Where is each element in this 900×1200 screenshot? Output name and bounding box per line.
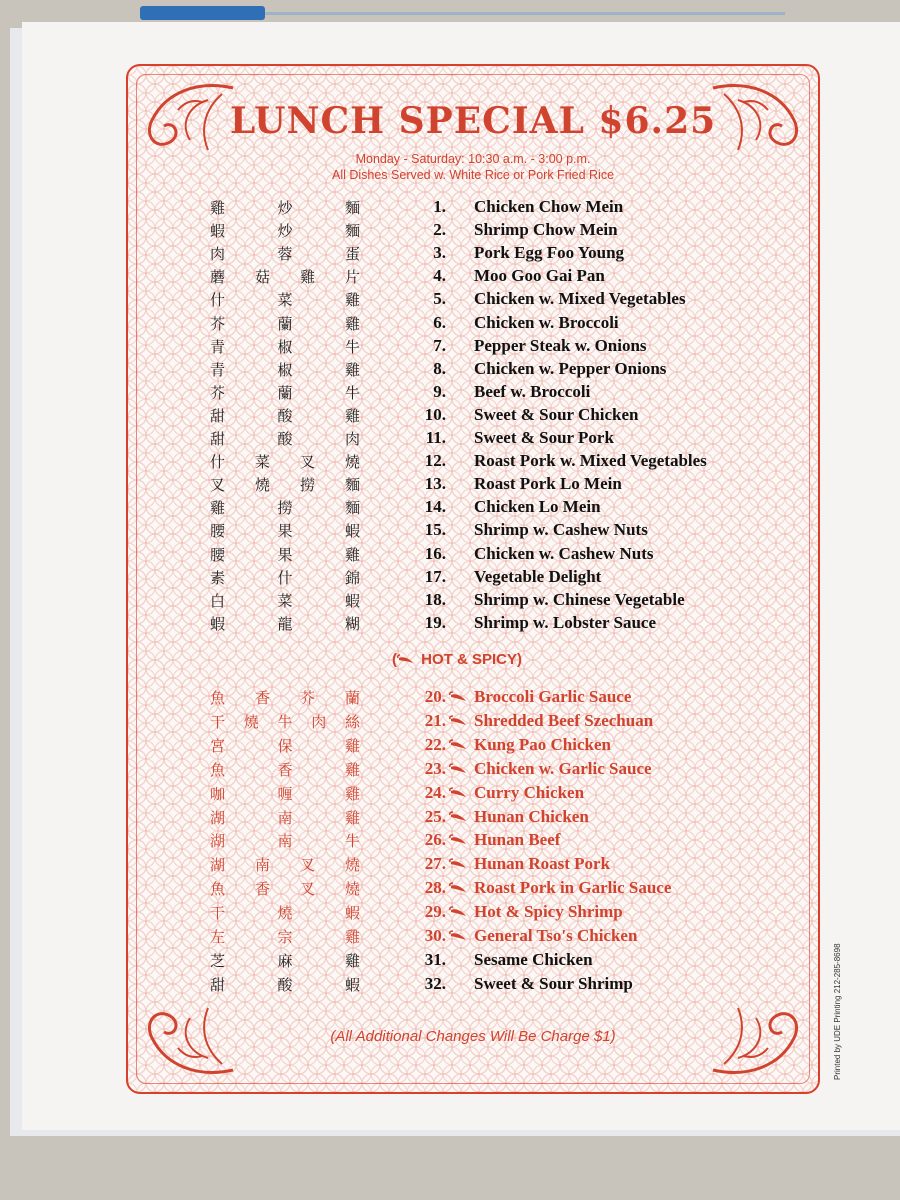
item-number: 3.	[433, 243, 446, 263]
pen-object	[140, 6, 265, 20]
chinese-character: 糊	[344, 614, 360, 633]
chinese-character: 蘭	[344, 689, 360, 707]
chinese-character: 燒	[344, 453, 360, 472]
chili-pepper-icon	[448, 929, 468, 943]
chinese-name	[210, 474, 360, 495]
item-name: Roast Pork Lo Mein	[474, 474, 622, 494]
chinese-character: 蝦	[210, 222, 226, 241]
menu-item-row	[128, 902, 818, 926]
item-name: Pepper Steak w. Onions	[474, 335, 647, 355]
chili-pepper-icon	[448, 786, 468, 800]
chinese-character: 酸	[277, 406, 293, 425]
menu-item-row	[128, 687, 818, 711]
item-name: Hunan Roast Pork	[474, 854, 611, 874]
chili-pepper-icon	[448, 738, 468, 752]
chinese-character: 菜	[277, 291, 293, 310]
item-number: 1.	[433, 197, 446, 216]
chinese-character: 蘭	[277, 383, 293, 402]
hours-text: Monday - Saturday: 10:30 a.m. - 3:00 p.m.	[355, 152, 591, 166]
chinese-character: 叉	[299, 856, 315, 875]
chinese-character: 腰	[210, 545, 226, 564]
chinese-character: 龍	[277, 614, 293, 633]
chinese-character: 喱	[277, 784, 293, 803]
chinese-character: 雞	[344, 406, 360, 425]
item-name: Sweet & Sour Pork	[474, 428, 614, 447]
menu-item-row	[128, 590, 818, 614]
item-number: 28.	[424, 878, 446, 898]
chinese-name	[210, 451, 360, 472]
chinese-name	[210, 878, 360, 899]
chili-pepper-icon	[448, 833, 468, 847]
chinese-character: 麵	[344, 222, 360, 241]
menu-item-row	[128, 830, 818, 854]
chinese-character: 叉	[210, 476, 226, 495]
chinese-character: 菜	[277, 591, 293, 610]
chili-pepper-icon	[448, 714, 468, 728]
chinese-character: 蝦	[344, 522, 360, 541]
menu-item-row	[128, 759, 818, 783]
chinese-character: 左	[210, 928, 226, 946]
chinese-character: 甜	[210, 430, 226, 448]
item-number: 8.	[433, 358, 446, 378]
chinese-character: 燒	[344, 856, 360, 875]
menu-item-row	[128, 567, 818, 591]
chinese-name	[210, 902, 360, 923]
menu-item-row	[128, 854, 818, 878]
item-name: Moo Goo Gai Pan	[474, 266, 605, 286]
chinese-name	[210, 220, 360, 241]
chinese-character: 青	[210, 360, 226, 379]
chinese-character: 雞	[344, 951, 360, 970]
item-number: 4.	[433, 266, 446, 286]
chinese-character: 干	[210, 712, 226, 731]
chinese-character: 牛	[344, 383, 360, 402]
chinese-character: 麵	[344, 499, 360, 518]
item-number: 13.	[424, 474, 446, 494]
chinese-character: 芥	[299, 689, 315, 707]
chinese-character: 湖	[210, 808, 226, 827]
chinese-character: 叉	[299, 453, 315, 472]
item-number: 30.	[424, 926, 446, 945]
chinese-character: 蝦	[344, 904, 360, 923]
chinese-name	[210, 313, 360, 334]
chinese-name	[210, 926, 360, 947]
menu-item-row	[128, 711, 818, 735]
menu-item-row	[128, 382, 818, 406]
chinese-name	[210, 974, 360, 995]
chinese-character: 雞	[344, 314, 360, 333]
chinese-character: 肉	[344, 430, 360, 448]
hot-spicy-heading: ( HOT & SPICY)	[392, 651, 523, 668]
chinese-character: 蛋	[344, 245, 360, 264]
chinese-character: 宮	[210, 736, 226, 755]
pen-shaft	[265, 12, 785, 15]
chinese-character: 甜	[210, 975, 226, 994]
chinese-character: 香	[277, 760, 293, 779]
chinese-character: 魚	[210, 880, 226, 899]
menu-item-row	[128, 405, 818, 429]
chinese-character: 魚	[210, 689, 226, 707]
item-name: Chicken Lo Mein	[474, 497, 601, 517]
chili-pepper-icon	[397, 654, 417, 666]
chinese-character: 蘑	[210, 268, 226, 287]
item-number: 32.	[424, 973, 446, 993]
menu-item-row	[128, 783, 818, 807]
chinese-character: 蓉	[277, 245, 293, 264]
chinese-character: 芥	[210, 383, 226, 402]
printer-credit: Printed by UDE Printing 212-285-8698	[833, 943, 842, 1080]
item-number: 10.	[424, 404, 446, 424]
item-number: 16.	[424, 543, 446, 563]
chinese-character: 雞	[344, 291, 360, 310]
chinese-character: 芝	[210, 951, 226, 970]
chinese-character: 什	[210, 291, 226, 310]
chinese-character: 雞	[344, 784, 360, 803]
menu-item-row	[128, 520, 818, 544]
item-number: 24.	[424, 782, 446, 802]
chinese-character: 錦	[344, 568, 360, 587]
chinese-name	[210, 735, 360, 756]
menu-title: LUNCH SPECIAL $6.25	[229, 100, 717, 142]
chinese-character: 香	[254, 880, 270, 899]
chinese-name	[210, 590, 360, 611]
item-number: 14.	[424, 497, 446, 517]
menu-item-row	[128, 428, 818, 452]
item-name: General Tso's Chicken	[474, 926, 638, 945]
chinese-character: 蝦	[344, 975, 360, 994]
chinese-character: 雞	[344, 545, 360, 564]
chinese-name	[210, 759, 360, 780]
chili-pepper-icon	[448, 857, 468, 871]
chinese-character: 雞	[344, 928, 360, 946]
chinese-character: 果	[277, 545, 293, 564]
chinese-name	[210, 711, 360, 732]
item-name: Sweet & Sour Shrimp	[474, 973, 633, 993]
menu-item-row	[128, 735, 818, 759]
chinese-character: 南	[277, 808, 293, 827]
chinese-name	[210, 359, 360, 380]
item-name: Beef w. Broccoli	[474, 381, 591, 401]
item-name: Vegetable Delight	[474, 566, 602, 586]
chinese-character: 肉	[210, 245, 226, 264]
item-name: Pork Egg Foo Young	[474, 243, 625, 263]
chinese-character: 酸	[277, 430, 293, 448]
chinese-character: 菜	[254, 453, 270, 472]
chinese-character: 保	[277, 736, 293, 755]
chinese-character: 果	[277, 522, 293, 541]
chinese-name	[210, 807, 360, 828]
chinese-character: 湖	[210, 832, 226, 851]
chinese-character: 什	[210, 453, 226, 472]
chinese-character: 甜	[210, 406, 226, 425]
menu-item-row	[128, 289, 818, 313]
chinese-character: 香	[254, 689, 270, 707]
menu-item-row	[128, 878, 818, 902]
chinese-name	[210, 783, 360, 804]
menu-item-row	[128, 974, 818, 998]
chinese-character: 干	[210, 904, 226, 923]
chinese-character: 芥	[210, 314, 226, 333]
item-number: 31.	[424, 949, 446, 969]
chinese-name	[210, 336, 360, 357]
chili-pepper-icon	[448, 905, 468, 919]
chinese-name	[210, 405, 360, 426]
item-name: Kung Pao Chicken	[474, 734, 611, 754]
chinese-character: 牛	[277, 712, 293, 731]
chinese-character: 雞	[344, 360, 360, 379]
menu-item-row	[128, 336, 818, 360]
chinese-character: 燒	[277, 904, 293, 923]
chinese-character: 撈	[277, 499, 293, 518]
item-name: Curry Chicken	[474, 782, 585, 802]
item-name: Chicken w. Garlic Sauce	[474, 758, 652, 778]
item-number: 22.	[424, 734, 446, 754]
chinese-name	[210, 382, 360, 403]
item-name: Shrimp w. Cashew Nuts	[474, 520, 648, 540]
item-name: Shrimp Chow Mein	[474, 220, 618, 240]
chinese-character: 燒	[243, 712, 259, 731]
item-name: Hunan Chicken	[474, 806, 589, 826]
item-name: Chicken w. Cashew Nuts	[474, 543, 654, 563]
chili-pepper-icon	[448, 881, 468, 895]
chinese-name	[210, 830, 360, 851]
chinese-character: 炒	[277, 222, 293, 241]
item-number: 17.	[424, 566, 446, 586]
chinese-character: 牛	[344, 337, 360, 356]
chinese-name	[210, 243, 360, 264]
item-number: 20.	[424, 687, 446, 706]
chinese-character: 片	[344, 268, 360, 287]
chinese-character: 酸	[277, 975, 293, 994]
menu-item-row	[128, 313, 818, 337]
chili-pepper-icon	[448, 810, 468, 824]
chinese-character: 腰	[210, 522, 226, 541]
chinese-character: 南	[254, 856, 270, 875]
chinese-character: 雞	[344, 808, 360, 827]
chinese-name	[210, 197, 360, 218]
item-number: 26.	[424, 830, 446, 850]
chinese-name	[210, 289, 360, 310]
item-number: 7.	[433, 335, 446, 355]
chinese-character: 青	[210, 337, 226, 356]
lunch-special-menu	[126, 64, 820, 1094]
chinese-character: 絲	[344, 712, 360, 731]
chinese-name	[210, 428, 360, 449]
item-name: Chicken w. Broccoli	[474, 312, 619, 332]
chinese-character: 白	[210, 591, 226, 610]
chinese-character: 什	[277, 568, 293, 587]
chinese-character: 雞	[299, 268, 315, 287]
chinese-name	[210, 854, 360, 875]
menu-item-row	[128, 807, 818, 831]
item-name: Shrimp w. Chinese Vegetable	[474, 589, 685, 609]
item-name: Sweet & Sour Chicken	[474, 404, 639, 424]
chinese-character: 雞	[210, 499, 226, 518]
menu-item-row	[128, 243, 818, 267]
item-number: 6.	[433, 312, 446, 332]
chinese-character: 燒	[344, 880, 360, 899]
item-number: 25.	[424, 806, 446, 826]
chinese-character: 菇	[254, 268, 270, 287]
item-name: Chicken w. Mixed Vegetables	[474, 289, 686, 309]
item-name: Hunan Beef	[474, 830, 561, 850]
menu-item-row	[128, 497, 818, 521]
menu-item-row	[128, 950, 818, 974]
item-name: Hot & Spicy Shrimp	[474, 902, 623, 922]
menu-item-row	[128, 544, 818, 568]
menu-item-row	[128, 613, 818, 637]
chinese-character: 撈	[299, 476, 315, 495]
item-number: 23.	[424, 758, 446, 778]
item-name: Chicken w. Pepper Onions	[474, 358, 667, 378]
item-number: 12.	[424, 451, 446, 471]
hot-spicy-label: HOT & SPICY)	[421, 651, 523, 668]
item-number: 29.	[424, 902, 446, 922]
chinese-character: 雞	[344, 736, 360, 755]
item-name: Broccoli Garlic Sauce	[474, 687, 632, 706]
chinese-character: 叉	[299, 880, 315, 899]
chili-pepper-icon	[448, 762, 468, 776]
chinese-name	[210, 266, 360, 287]
menu-item-row	[128, 359, 818, 383]
menu-item-row	[128, 451, 818, 475]
item-number: 19.	[424, 612, 446, 632]
chinese-name	[210, 520, 360, 541]
chinese-character: 魚	[210, 760, 226, 779]
menu-item-row	[128, 926, 818, 950]
chinese-character: 蘭	[277, 314, 293, 333]
item-number: 11.	[425, 428, 446, 447]
item-name: Roast Pork in Garlic Sauce	[474, 878, 672, 898]
chinese-name	[210, 613, 360, 634]
chinese-character: 素	[210, 568, 226, 587]
menu-item-row	[128, 474, 818, 498]
item-name: Chicken Chow Mein	[474, 197, 624, 216]
chili-pepper-icon	[448, 690, 468, 704]
chinese-name	[210, 544, 360, 565]
chinese-character: 椒	[277, 337, 293, 356]
item-name: Shredded Beef Szechuan	[474, 710, 654, 730]
chinese-character: 炒	[277, 199, 293, 217]
chinese-character: 椒	[277, 360, 293, 379]
item-number: 2.	[433, 220, 446, 240]
chinese-name	[210, 497, 360, 518]
item-number: 18.	[424, 589, 446, 609]
item-name: Shrimp w. Lobster Sauce	[474, 612, 656, 632]
chinese-character: 肉	[311, 712, 327, 731]
menu-item-row	[128, 220, 818, 244]
served-with-text: All Dishes Served w. White Rice or Pork Fried Rice	[331, 168, 615, 182]
chinese-character: 蝦	[210, 614, 226, 633]
chinese-character: 麵	[344, 476, 360, 495]
menu-item-row	[128, 266, 818, 290]
chinese-character: 咖	[210, 784, 226, 803]
chinese-character: 宗	[277, 928, 293, 946]
footer-note: (All Additional Changes Will Be Charge $1)	[330, 1028, 616, 1045]
chinese-name	[210, 687, 360, 708]
chinese-character: 麻	[277, 951, 293, 970]
chinese-character: 雞	[344, 760, 360, 779]
item-number: 15.	[424, 520, 446, 540]
chinese-character: 蝦	[344, 591, 360, 610]
menu-item-row	[128, 197, 818, 221]
chinese-character: 雞	[210, 199, 226, 217]
chinese-name	[210, 950, 360, 971]
item-number: 5.	[433, 289, 446, 309]
item-name: Sesame Chicken	[474, 949, 593, 969]
chinese-character: 湖	[210, 856, 226, 875]
item-number: 27.	[424, 854, 446, 874]
item-number: 9.	[433, 381, 446, 401]
chinese-name	[210, 567, 360, 588]
item-number: 21.	[424, 710, 446, 730]
chinese-character: 燒	[254, 476, 270, 495]
chinese-character: 牛	[344, 832, 360, 851]
item-name: Roast Pork w. Mixed Vegetables	[474, 451, 707, 471]
chinese-character: 南	[277, 832, 293, 851]
chinese-character: 麵	[344, 199, 360, 217]
